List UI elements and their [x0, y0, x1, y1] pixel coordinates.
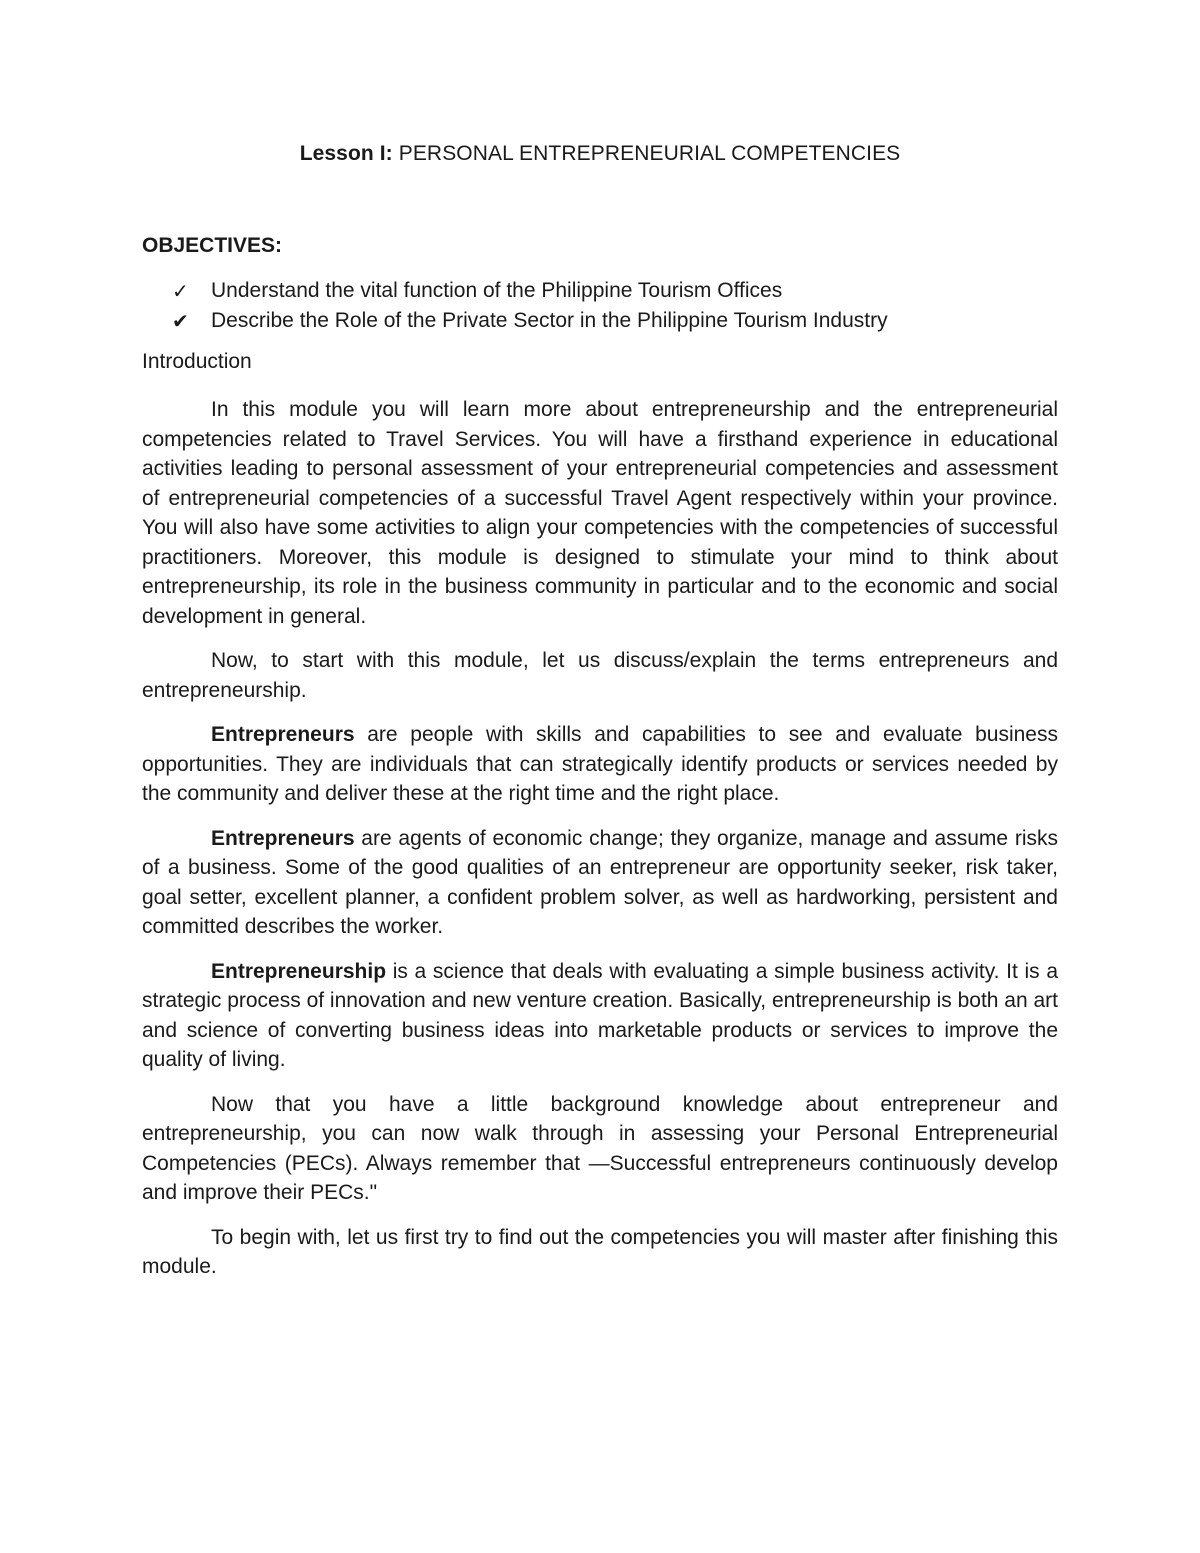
lesson-number: Lesson I:: [299, 142, 393, 165]
objectives-list: [142, 276, 1058, 336]
paragraph: Now that you have a little background knowledge about entrepreneur and entrepreneurship, you can now walk through in assessing your Personal Entrepreneurial Competencies (PECs). Always remember that —Successful entrepreneurs continuously develop and improve their PECs.": [142, 1092, 1058, 1204]
check-icon: ✓: [172, 279, 189, 303]
objective-item: [142, 276, 1058, 306]
defined-term: Entrepreneurship: [211, 959, 387, 983]
paragraph: In this module you will learn more about entrepreneurship and the entrepreneurial competencies related to Travel Services. You will have a firsthand experience in educational activities leading to personal assessment of your entrepreneurial competencies and assessment of entrepreneurial competencies of a successful Travel Agent respectively within your province. You will also have some activities to align your competencies with the competencies of successful practitioners. Moreover, this module is designed to stimulate your mind to think about entrepreneurship, its role in the business community in particular and to the economic and social development in general.: [142, 398, 1058, 628]
paragraph: [142, 720, 1058, 809]
introduction-body: [142, 395, 1058, 1297]
objective-text: Describe the Role of the Private Sector in the Philippine Tourism Industry: [211, 309, 888, 332]
defined-term: Entrepreneurs: [211, 723, 355, 746]
lesson-title: [0, 142, 1200, 166]
paragraph: [142, 957, 1058, 1075]
objective-text: Understand the vital function of the Philippine Tourism Offices: [211, 279, 783, 302]
definition-text: is a science that deals with evaluating a simple business activity. It is a strategic process of innovation and new venture creation. Basically, entrepreneurship is both an art and science of converting business ideas into marketable products or services to improve the quality of living.: [142, 959, 1058, 1071]
definition-text: are people with skills and capabilities to see and evaluate business opportunities. They are individuals that can strategically identify products or services needed by the community and deliver these at the right time and the right place.: [142, 723, 1058, 805]
defined-term: Entrepreneurs: [211, 826, 355, 850]
heavy-check-icon: ✔: [172, 309, 189, 333]
definition-text: are agents of economic change; they organize, manage and assume risks of a business. Some of the good qualities of an entrepreneur are opportunity seeker, risk taker, goal setter, excellent planner, a confident problem solver, as well as hardworking, persistent and committed describes the worker.: [142, 826, 1058, 938]
objectives-heading: OBJECTIVES:: [142, 234, 283, 257]
objective-item: [142, 306, 1058, 336]
lesson-title-text: PERSONAL ENTREPRENEURIAL COMPETENCIES: [392, 142, 901, 165]
introduction-heading: Introduction: [142, 350, 252, 373]
paragraph: Now, to start with this module, let us discuss/explain the terms entrepreneurs and entrepreneurship.: [142, 649, 1058, 702]
paragraph: [142, 824, 1058, 942]
paragraph: To begin with, let us first try to find out the competencies you will master after finishing this module.: [142, 1225, 1058, 1278]
